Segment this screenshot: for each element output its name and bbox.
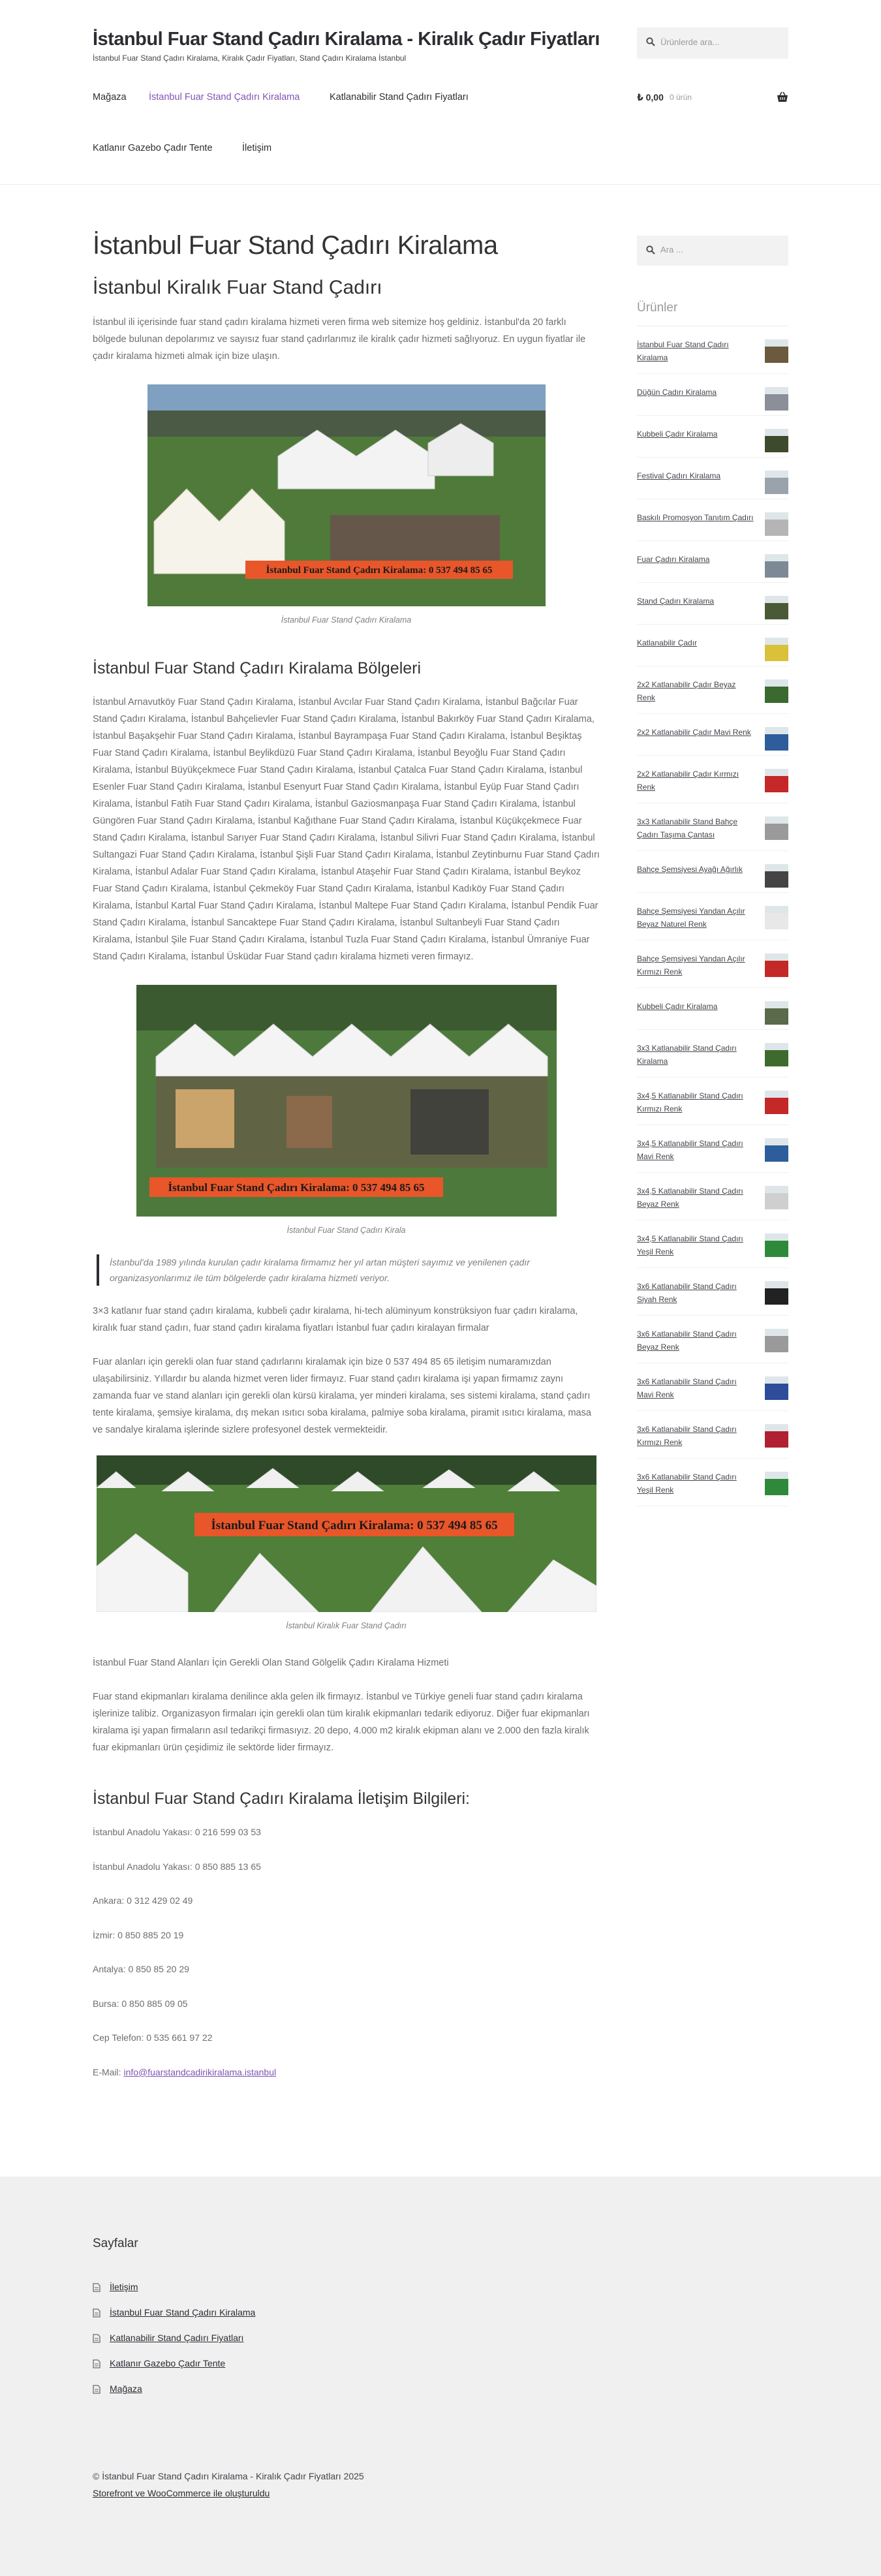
contact-antalya: Antalya: 0 850 85 20 29 [93,1964,189,1975]
product-link[interactable]: 3x3 Katlanabilir Stand Çadırı Kiralama [637,1044,737,1066]
product-thumbnail[interactable] [765,429,788,452]
email-label: E-Mail: [93,2066,121,2077]
main-content [93,229,600,2098]
product-list-item [637,1268,788,1316]
product-link[interactable]: İstanbul Fuar Stand Çadırı Kiralama [637,340,729,362]
product-thumbnail[interactable] [765,954,788,977]
product-list-item [637,1078,788,1125]
nav-item-magaza[interactable]: Mağaza [93,92,127,102]
figure-1 [93,384,600,626]
product-thumbnail[interactable] [765,512,788,536]
product-link[interactable]: 3x6 Katlanabilir Stand Çadırı Mavi Renk [637,1377,737,1399]
product-list-item [637,666,788,714]
document-icon [93,2308,100,2318]
product-thumbnail[interactable] [765,816,788,840]
product-list-item [637,803,788,851]
document-icon [93,2359,100,2368]
product-list-item [637,1125,788,1173]
document-icon [93,2283,100,2292]
product-link[interactable]: Bahçe Şemsiyesi Yandan Açılır Kırmızı Renk [637,954,745,976]
service-paragraph: Fuar stand ekipmanları kiralama denilince akla gelen ilk firmayız. İstanbul ve Türkiye geneli fuar stand çadırı kiralama işlerinize talibiz. Organizasyon firmaları için gerekli olan tüm kiralık ekipmanları tedarik ediyoruz. Diğer fuar ekipmanları kiralama işi yapan firmaların asıl tedarikçi firmasıyız. 20 depo, 4.000 m2 kiralık ekipman alanı ve 2.000 den fazla kiralık fuar ekipmanları ürün çeşidimiz ile sektörde lider firmayız. [93,1692,590,1754]
sidebar-search-input[interactable] [637,236,788,266]
product-list-item [637,714,788,756]
nav-item-katlanabilir[interactable]: Katlanabilir Stand Çadırı Fiyatları [330,92,469,102]
product-link[interactable]: Düğün Çadırı Kiralama [637,388,717,397]
tent-photo-2 [136,985,557,1217]
product-thumbnail[interactable] [765,1138,788,1162]
product-link[interactable]: Kubbeli Çadır Kiralama [637,429,718,439]
contact-email-line [93,2064,600,2081]
product-link[interactable]: 3x4,5 Katlanabilir Stand Çadırı Yeşil Renk [637,1234,743,1256]
nav-item-iletisim[interactable]: İletişim [242,143,272,153]
banner-text-1: İstanbul Fuar Stand Çadırı Kiralama: 0 537 494 85 65 [266,565,492,576]
contact-istanbul-anadolu-1: İstanbul Anadolu Yakası: 0 216 599 03 53 [93,1827,261,1838]
product-thumbnail[interactable] [765,727,788,751]
regions-title: İstanbul Fuar Stand Çadırı Kiralama Bölgeleri [93,659,422,677]
product-list-item [637,851,788,893]
product-thumbnail[interactable] [765,387,788,411]
product-thumbnail[interactable] [765,1472,788,1495]
product-thumbnail[interactable] [765,769,788,792]
contact-title: İstanbul Fuar Stand Çadırı Kiralama İletişim Bilgileri: [93,1790,471,1808]
product-link[interactable]: 2x2 Katlanabilir Çadır Kırmızı Renk [637,769,739,792]
product-thumbnail[interactable] [765,1424,788,1448]
product-thumbnail[interactable] [765,554,788,578]
header-cart[interactable] [637,90,788,104]
product-thumbnail[interactable] [765,596,788,619]
product-list-item [637,1030,788,1078]
figure-caption-3: İstanbul Kiralık Fuar Stand Çadırı [286,1621,407,1630]
figure-caption-2: İstanbul Fuar Stand Çadırı Kirala [286,1226,406,1235]
search-placeholder: Ürünlerde ara... [660,37,720,47]
footer-page-item [93,2278,788,2295]
product-list-item [637,374,788,416]
footer-page-item [93,2355,788,2372]
footer-page-item [93,2329,788,2346]
footer-page-item [93,2304,788,2321]
product-link[interactable]: 2x2 Katlanabilir Çadır Beyaz Renk [637,680,736,702]
product-list-item [637,1459,788,1506]
quote: İstanbul'da 1989 yılında kurulan çadır kiralama firmamız her yıl artan müşteri sayımız ve yenilenen çadır organizasyonlarımız ile tüm bölgelerde çadır kiralama hizmeti veriyor. [97,1254,600,1286]
product-thumbnail[interactable] [765,906,788,929]
product-link[interactable]: 3x6 Katlanabilir Stand Çadırı Yeşil Renk [637,1472,737,1495]
product-list-item [637,416,788,458]
product-list-item [637,893,788,940]
product-link[interactable]: Kubbeli Çadır Kiralama [637,1002,718,1011]
products-widget-title: Ürünler [637,300,788,326]
product-list-item [637,1173,788,1220]
product-link[interactable]: 3x4,5 Katlanabilir Stand Çadırı Kırmızı Renk [637,1091,743,1113]
product-link[interactable]: 3x3 Katlanabilir Stand Bahçe Çadırı Taşıma Çantası [637,817,738,839]
product-list-item [637,1411,788,1459]
product-list [637,326,788,1506]
tent-photo-1 [147,384,546,606]
product-thumbnail[interactable] [765,864,788,888]
product-list-item [637,1316,788,1363]
contact-bursa: Bursa: 0 850 885 09 05 [93,1998,188,2009]
site-header [0,0,881,185]
contact-ankara: Ankara: 0 312 429 02 49 [93,1895,193,1906]
footer-link-magaza[interactable]: Mağaza [110,2383,142,2395]
product-list-item [637,988,788,1030]
document-icon [93,2385,100,2394]
footer-link-fuar-stand[interactable]: İstanbul Fuar Stand Çadırı Kiralama [110,2307,256,2318]
search-icon [646,37,655,46]
page-wrapper [93,185,788,2098]
product-link[interactable]: Katlanabilir Çadır [637,638,698,647]
site-tagline: İstanbul Fuar Stand Çadırı Kiralama, Kiralık Çadır Fiyatları, Stand Çadırı Kiralama İstanbul [93,54,407,63]
product-thumbnail[interactable] [765,1376,788,1400]
product-link[interactable]: 3x6 Katlanabilir Stand Çadırı Kırmızı Renk [637,1425,737,1447]
product-list-item [637,940,788,988]
product-search-input[interactable] [637,27,788,59]
site-branding [93,27,615,64]
product-list-item [637,326,788,374]
footer-info [93,2468,788,2502]
figure-caption-1: İstanbul Fuar Stand Çadırı Kiralama [281,615,412,625]
product-thumbnail[interactable] [765,1329,788,1352]
footer-pages-list [93,2278,788,2397]
product-link[interactable]: 3x6 Katlanabilir Stand Çadırı Beyaz Renk [637,1329,737,1352]
document-icon [93,2334,100,2343]
product-link[interactable]: Baskılı Promosyon Tanıtım Çadırı [637,513,754,522]
contact-cep: Cep Telefon: 0 535 661 97 22 [93,2032,213,2043]
copyright-text: © İstanbul Fuar Stand Çadırı Kiralama - Kiralık Çadır Fiyatları 2025 [93,2471,364,2482]
footer-link-gazebo[interactable]: Katlanır Gazebo Çadır Tente [110,2358,226,2369]
intro-paragraph: İstanbul ili içerisinde fuar stand çadırı kiralama hizmeti veren firma web sitemize hoş geldiniz. İstanbul'da 20 farklı bölgede bulunan depolarımız ve sayısız fuar stand çadırlarımız ile kiralık çadır hizmeti sağlıyoruz. En uygun fiyatlar ile çadır kiralama hizmeti almak için bize ulaşın. [93,317,586,362]
product-link[interactable]: 2x2 Katlanabilir Çadır Mavi Renk [637,728,751,737]
site-title[interactable]: İstanbul Fuar Stand Çadırı Kiralama - Kiralık Çadır Fiyatları [93,29,600,50]
product-thumbnail[interactable] [765,339,788,363]
product-link[interactable]: Stand Çadırı Kiralama [637,597,715,606]
product-list-item [637,756,788,803]
product-thumbnail[interactable] [765,1186,788,1209]
cart-amount: ₺ 0,00 [637,92,664,102]
tent-photo-3 [97,1455,596,1612]
product-list-item [637,625,788,666]
product-link[interactable]: 3x4,5 Katlanabilir Stand Çadırı Mavi Renk [637,1139,743,1161]
email-link[interactable]: info@fuarstandcadirikiralama.istanbul [123,2066,277,2077]
figure-3 [93,1455,600,1632]
footer-link-katlanabilir[interactable]: Katlanabilir Stand Çadırı Fiyatları [110,2333,244,2344]
product-list-item [637,1220,788,1268]
product-thumbnail[interactable] [765,1281,788,1305]
product-thumbnail[interactable] [765,679,788,703]
footer-page-item [93,2380,788,2397]
credit-link[interactable]: Storefront ve WooCommerce ile oluşturuldu [93,2488,270,2499]
product-link[interactable]: 3x6 Katlanabilir Stand Çadırı Siyah Renk [637,1282,737,1304]
product-link[interactable]: 3x4,5 Katlanabilir Stand Çadırı Beyaz Renk [637,1187,743,1209]
product-list-item [637,583,788,625]
banner-text-3: İstanbul Fuar Stand Çadırı Kiralama: 0 537 494 85 65 [210,1519,498,1532]
product-thumbnail[interactable] [765,1043,788,1066]
product-thumbnail[interactable] [765,1234,788,1257]
product-list-item [637,541,788,583]
service-title: İstanbul Fuar Stand Alanları İçin Gerekli Olan Stand Gölgelik Çadırı Kiralama Hizmeti [93,1658,449,1668]
product-thumbnail[interactable] [765,471,788,494]
nav-item-fuar-stand[interactable]: İstanbul Fuar Stand Çadırı Kiralama [149,92,300,102]
footer-pages-title: Sayfalar [93,2237,138,2251]
sidebar [637,229,788,1506]
product-link[interactable]: Festival Çadırı Kiralama [637,471,721,480]
product-link[interactable]: Bahçe Şemsiyesi Ayağı Ağırlık [637,865,743,874]
figure-2 [93,985,600,1236]
contact-izmir: İzmir: 0 850 885 20 19 [93,1929,184,1940]
page-subtitle: İstanbul Kiralık Fuar Stand Çadırı [93,277,382,298]
product-list-item [637,458,788,499]
product-list-item [637,1363,788,1411]
site-footer [0,2177,881,2576]
cart-count: 0 ürün [670,93,692,102]
basket-icon [777,91,788,102]
banner-text-2: İstanbul Fuar Stand Çadırı Kiralama: 0 537 494 85 65 [167,1181,425,1194]
sidebar-search-placeholder: Ara ... [660,245,683,255]
footer-link-iletisim[interactable]: İletişim [110,2282,138,2293]
regions-paragraph: İstanbul Arnavutköy Fuar Stand Çadırı Kiralama, İstanbul Avcılar Fuar Stand Çadırı Kiralama, İstanbul Bağcılar Fuar Stand Çadırı Kiralama, İstanbul Bahçelievler Fuar Stand Çadırı Kiralama, İstanbul Bakırköy Fuar Stand Çadırı Kiralama, İstanbul Başakşehir Fuar Stand Çadırı Kiralama, İstanbul Bayrampaşa Fuar Stand Çadırı Kiralama, İstanbul Beşiktaş Fuar Stand Çadırı Kiralama, İstanbul Beylikdüzü Fuar Stand Çadırı Kiralama, İstanbul Beyoğlu Fuar Stand Çadırı Kiralama, İstanbul Büyükçekmece Fuar Stand Çadırı Kiralama, İstanbul Çatalca Fuar Stand Çadırı Kiralama, İstanbul Esenler Fuar Stand Çadırı Kiralama, İstanbul Esenyurt Fuar Stand Çadırı Kiralama, İstanbul Eyüp Fuar Stand Çadırı Kiralama, İstanbul Fatih Fuar Stand Çadırı Kiralama, İstanbul Gaziosmanpaşa Fuar Stand Çadırı Kiralama, İstanbul Güngören Fuar Stand Çadırı Kiralama, İstanbul Kağıthane Fuar Stand Çadırı Kiralama, İstanbul Küçükçekmece Fuar Stand Çadırı Kiralama, İstanbul Sarıyer Fuar Stand Çadırı Kiralama, İstanbul Silivri Fuar Stand Çadırı Kiralama, İstanbul Sultangazi Fuar Stand Çadırı Kiralama, İstanbul Şişli Fuar Stand Çadırı Kiralama, İstanbul Zeytinburnu Fuar Stand Çadırı Kiralama, İstanbul Adalar Fuar Stand Çadırı Kiralama, İstanbul Ataşehir Fuar Stand Çadırı Kiralama, İstanbul Beykoz Fuar Stand Çadırı Kiralama, İstanbul Çekmeköy Fuar Stand Çadırı Kiralama, İstanbul Kadıköy Fuar Stand Çadırı Kiralama, İstanbul Kartal Fuar Stand Çadırı Kiralama, İstanbul Maltepe Fuar Stand Çadırı Kiralama, İstanbul Pendik Fuar Stand Çadırı Kiralama, İstanbul Sancaktepe Fuar Stand Çadırı Kiralama, İstanbul Sultanbeyli Fuar Stand Çadırı Kiralama, İstanbul Şile Fuar Stand Çadırı Kiralama, İstanbul Tuzla Fuar Stand Çadırı Kiralama, İstanbul Ümraniye Fuar Stand Çadırı Kiralama, İstanbul Üsküdar Fuar Stand çadırı kiralama hizmeti veren firmayız. [93,697,600,962]
product-thumbnail[interactable] [765,638,788,661]
product-link[interactable]: Fuar Çadırı Kiralama [637,555,710,564]
product-list-item [637,499,788,541]
contact-istanbul-anadolu-2: İstanbul Anadolu Yakası: 0 850 885 13 65 [93,1861,261,1872]
tents-paragraph: 3×3 katlanır fuar stand çadırı kiralama, kubbeli çadır kiralama, hi-tech alüminyum konstrüksiyon fuar çadırı kiralama, kiralık fuar stand çadırı, fuar stand çadırı kiralama fiyatları İstanbul fuar çadırı kiralayan firmalar [93,1306,578,1333]
product-thumbnail[interactable] [765,1091,788,1114]
product-thumbnail[interactable] [765,1001,788,1025]
search-icon [646,245,655,255]
product-link[interactable]: Bahçe Şemsiyesi Yandan Açılır Beyaz Naturel Renk [637,907,745,929]
page-title: İstanbul Fuar Stand Çadırı Kiralama [93,231,498,260]
contact-paragraph: Fuar alanları için gerekli olan fuar stand çadırlarını kiralamak için bize 0 537 494 85 65 iletişim numaramızdan ulaşabilirsiniz. Yıllardır bu alanda hizmet veren lider firmayız. Fuar stand çadırı kiralama işi yapan firmamız zaynı zamanda fuar ve stand alanları için gerekli olan kürsü kiralama, yer minderi kiralama, ses sistemi kiralama, stand çadırı tente kiralama, şemsiye kiralama, dış mekan ısıtıcı soba kiralama, palmiye soba kiralama, piramit ısıtıcı kiralama, masa ve sandalye kiralama işlerinde sizlere profesyonel destek vermekteidir. [93,1357,591,1435]
nav-item-gazebo[interactable]: Katlanır Gazebo Çadır Tente [93,143,213,153]
